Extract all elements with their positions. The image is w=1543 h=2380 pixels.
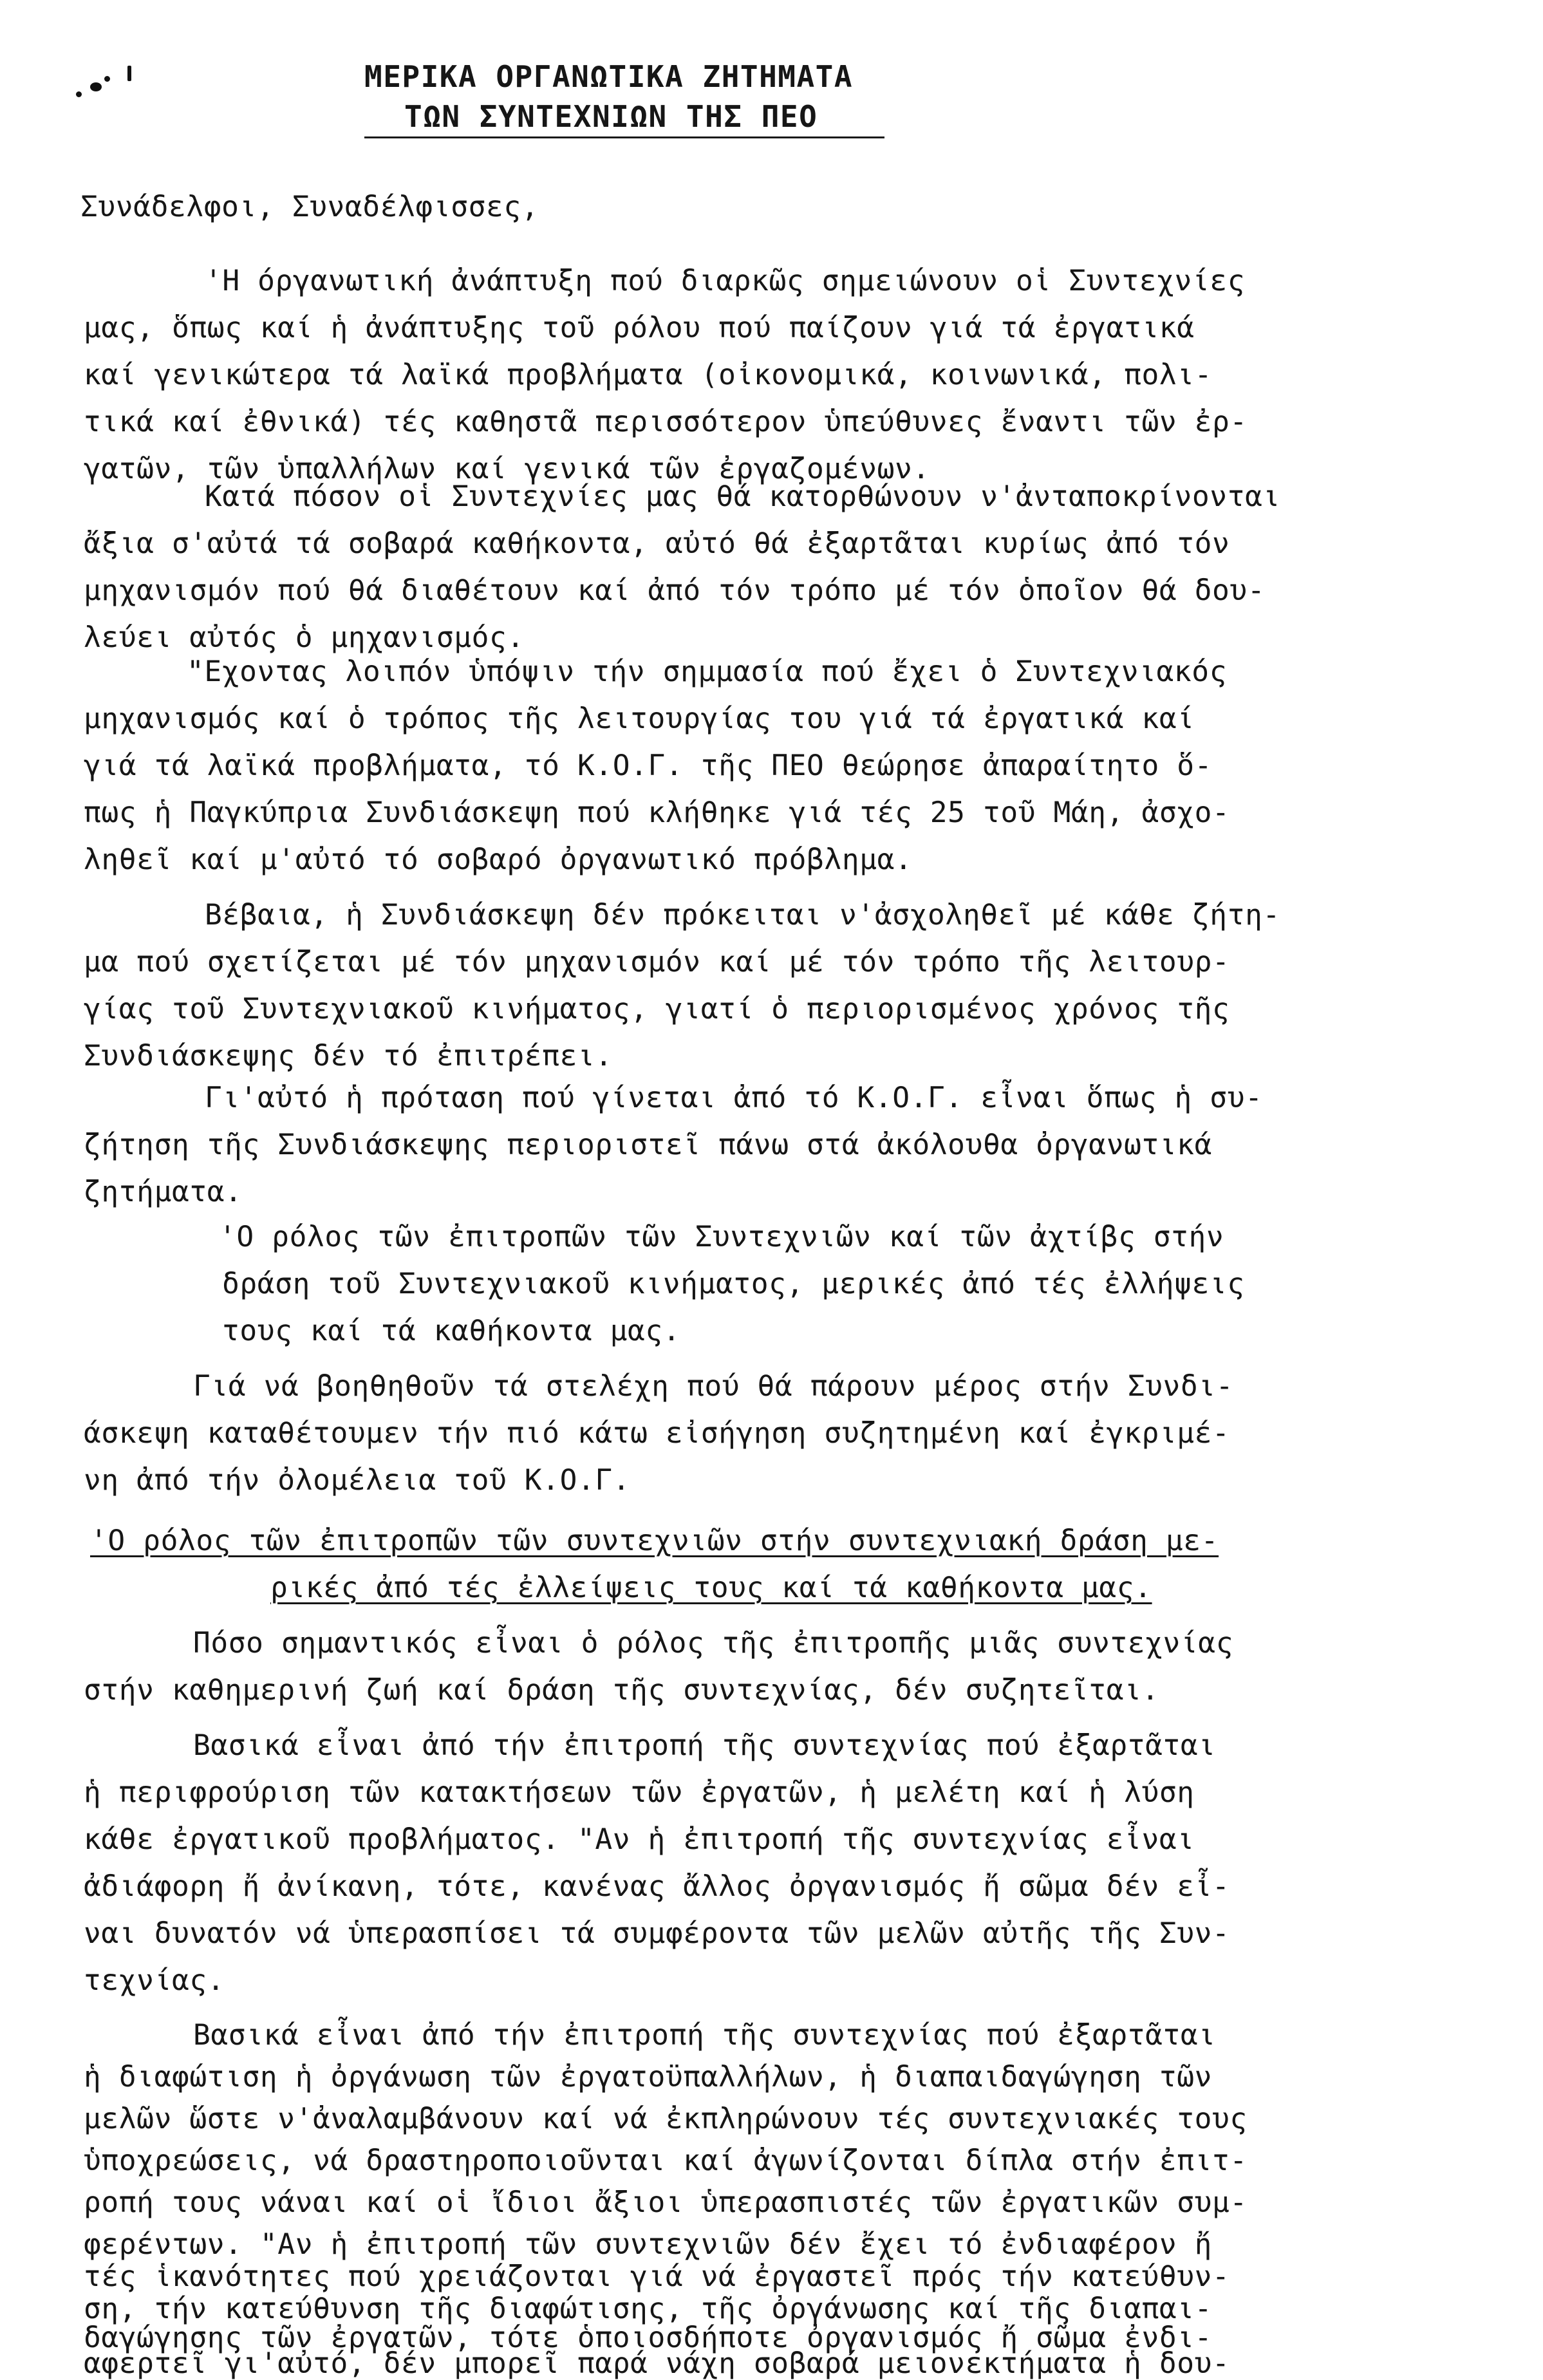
body-line: κάθε ἐργατικοῦ προβλήματος. "Αν ἡ ἐπιτροπή τῆς συντεχνίας εἶναι (84, 1823, 1195, 1856)
topic-line: δράση τοῦ Συντεχνιακοῦ κινήματος, μερικές ἀπό τές ἐλλήψεις (222, 1268, 1245, 1300)
body-line: Βασικά εἶναι ἀπό τήν ἐπιτροπή τῆς συντεχνίας πού ἐξαρτᾶται (193, 2019, 1216, 2052)
body-line: νη ἀπό τήν ὀλομέλεια τοῦ Κ.Ο.Γ. (84, 1464, 631, 1497)
body-line: γίας τοῦ Συντεχνιακοῦ κινήματος, γιατί ὁ περιορισμένος χρόνος τῆς (84, 993, 1230, 1026)
body-line: ληθεῖ καί μ'αὐτό τό σοβαρό ὀργανωτικό πρόβλημα. (84, 843, 913, 876)
body-line: Πόσο σημαντικός εἶναι ὁ ρόλος τῆς ἐπιτροπῆς μιᾶς συντεχνίας (193, 1627, 1234, 1660)
body-line: ὑποχρεώσεις, νά δραστηροποιοῦνται καί ἀγωνίζονται δίπλα στήν ἐπιτ- (84, 2144, 1248, 2177)
body-line: καί γενικώτερα τά λαϊκά προβλήματα (οἰκονομικά, κοινωνικά, πολι- (84, 359, 1213, 391)
body-line: ἡ διαφώτιση ἡ ὀργάνωση τῶν ἐργατοϋπαλλήλων, ἡ διαπαιδαγώγηση τῶν (84, 2061, 1213, 2094)
body-line: ση, τήν κατεύθυνση τῆς διαφώτισης, τῆς ὀργάνωσης καί τῆς διαπαι- (84, 2292, 1213, 2325)
scan-speck (76, 91, 82, 97)
topic-line: τους καί τά καθήκοντα μας. (222, 1315, 681, 1347)
scan-speck (104, 76, 110, 82)
body-line: πως ἡ Παγκύπρια Συνδιάσκεψη πού κλήθηκε γιά τές 25 τοῦ Μάη, ἀσχο- (84, 796, 1230, 829)
document-title-line-1: ΜΕΡΙΚΑ ΟΡΓΑΝΩΤΙΚΑ ΖΗΤΗΜΑΤΑ (364, 59, 854, 94)
body-line: "Εχοντας λοιπόν ὑπόψιν τήν σημμασία πού ἔχει ὁ Συντεχνιακός (187, 655, 1228, 688)
body-line: Γι'αὐτό ἡ πρόταση πού γίνεται ἀπό τό Κ.Ο.Γ. εἶναι ὅπως ἡ συ- (205, 1082, 1263, 1114)
body-line: τές ἱκανότητες πού χρειάζονται γιά νά ἐργαστεῖ πρός τήν κατεύθυν- (84, 2260, 1230, 2293)
scan-speck (127, 66, 131, 81)
body-line: μας, ὅπως καί ἡ ἀνάπτυξης τοῦ ρόλου πού παίζουν γιά τά ἐργατικά (84, 312, 1195, 344)
body-line: τικά καί ἐθνικά) τές καθηστᾶ περισσότερον ὑπεύθυνες ἔναντι τῶν ἐρ- (84, 406, 1248, 438)
body-line: 'Η όργανωτική ἀνάπτυξη πού διαρκῶς σημειώνουν οἱ Συντεχνίες (205, 265, 1246, 297)
body-line: ἄξια σ'αὐτά τά σοβαρά καθήκοντα, αὐτό θά ἐξαρτᾶται κυρίως ἀπό τόν (84, 527, 1230, 560)
body-line: γατῶν, τῶν ὑπαλλήλων καί γενικά τῶν ἐργαζομένων. (84, 453, 930, 485)
body-line: τεχνίας. (84, 1964, 225, 1997)
body-line: μηχανισμός καί ὁ τρόπος τῆς λειτουργίας του γιά τά ἐργατικά καί (84, 702, 1195, 735)
body-line: αφερτεῖ γι'αὐτό, δέν μπορεῖ παρά νάχη σοβαρά μειονεκτήματα ἡ δου- (84, 2347, 1230, 2380)
body-line: ναι δυνατόν νά ὑπερασπίσει τά συμφέροντα τῶν μελῶν αὐτῆς τῆς Συν- (84, 1917, 1230, 1950)
body-line: Γιά νά βοηθηθοῦν τά στελέχη πού θά πάρουν μέρος στήν Συνδι- (193, 1370, 1234, 1403)
body-line: ζητήματα. (84, 1176, 243, 1208)
body-line: Συνδιάσκεψης δέν τό ἐπιτρέπει. (84, 1040, 613, 1073)
body-line: λεύει αὐτός ὁ μηχανισμός. (84, 621, 525, 654)
body-line: μελῶν ὥστε ν'ἀναλαμβάνουν καί νά ἐκπληρώνουν τές συντεχνιακές τους (84, 2103, 1248, 2135)
body-line: Βέβαια, ἡ Συνδιάσκεψη δέν πρόκειται ν'ἀσχοληθεῖ μέ κάθε ζήτη- (205, 899, 1280, 932)
body-line: ἀδιάφορη ἤ ἀνίκανη, τότε, κανένας ἄλλος ὀργανισμός ἤ σῶμα δέν εἶ- (84, 1870, 1230, 1903)
section-heading-line-1: 'Ο ρόλος τῶν ἐπιτροπῶν τῶν συντεχνιῶν στήν συντεχνιακή δράση με- (90, 1524, 1219, 1557)
body-line: ροπή τους νάναι καί οἱ ἴδιοι ἄξιοι ὑπερασπιστές τῶν ἐργατικῶν συμ- (84, 2186, 1248, 2219)
body-line: μα πού σχετίζεται μέ τόν μηχανισμόν καί μέ τόν τρόπο τῆς λειτουρ- (84, 946, 1230, 979)
body-line: στήν καθημερινή ζωή καί δράση τῆς συντεχνίας, δέν συζητεῖται. (84, 1674, 1159, 1707)
body-line: γιά τά λαϊκά προβλήματα, τό Κ.Ο.Γ. τῆς ΠΕΟ θεώρησε ἀπαραίτητο ὅ- (84, 749, 1213, 782)
body-line: φερέντων. "Αν ἡ ἐπιτροπή τῶν συντεχνιῶν δέν ἔχει τό ἐνδιαφέρον ἤ (84, 2228, 1213, 2261)
document-title-line-2: ΤΩΝ ΣΥΝΤΕΧΝΙΩΝ ΤΗΣ ΠΕΟ (404, 99, 818, 134)
topic-line: 'Ο ρόλος τῶν ἐπιτροπῶν τῶν Συντεχνιῶν καί τῶν ἀχτίβς στήν (219, 1221, 1224, 1253)
body-line: Βασικά εἶναι ἀπό τήν ἐπιτροπή τῆς συντεχνίας πού ἐξαρτᾶται (193, 1729, 1216, 1762)
body-line: Κατά πόσον οἱ Συντεχνίες μας θά κατορθώνουν ν'ἀνταποκρίνονται (205, 480, 1280, 513)
body-line: δαγώγησης τῶν ἐργατῶν, τότε ὁποιοσδήποτε ὀργανισμός ἤ σῶμα ἐνδι- (84, 2321, 1213, 2354)
body-line: μηχανισμόν πού θά διαθέτουν καί ἀπό τόν τρόπο μέ τόν ὁποῖον θά δου- (84, 574, 1266, 607)
scan-speck (90, 82, 102, 91)
title-underline (364, 136, 884, 138)
salutation: Συνάδελφοι, Συναδέλφισσες, (80, 191, 539, 223)
body-line: ζήτηση τῆς Συνδιάσκεψης περιοριστεῖ πάνω στά ἀκόλουθα ὀργανωτικά (84, 1129, 1213, 1161)
section-heading-line-2: ρικές ἀπό τές ἐλλείψεις τους καί τά καθήκοντα μας. (270, 1571, 1152, 1604)
body-line: ἡ περιφρούριση τῶν κατακτήσεων τῶν ἐργατῶν, ἡ μελέτη καί ἡ λύση (84, 1776, 1195, 1809)
body-line: άσκεψη καταθέτουμεν τήν πιό κάτω εἰσήγηση συζητημένη καί ἐγκριμέ- (84, 1417, 1230, 1450)
